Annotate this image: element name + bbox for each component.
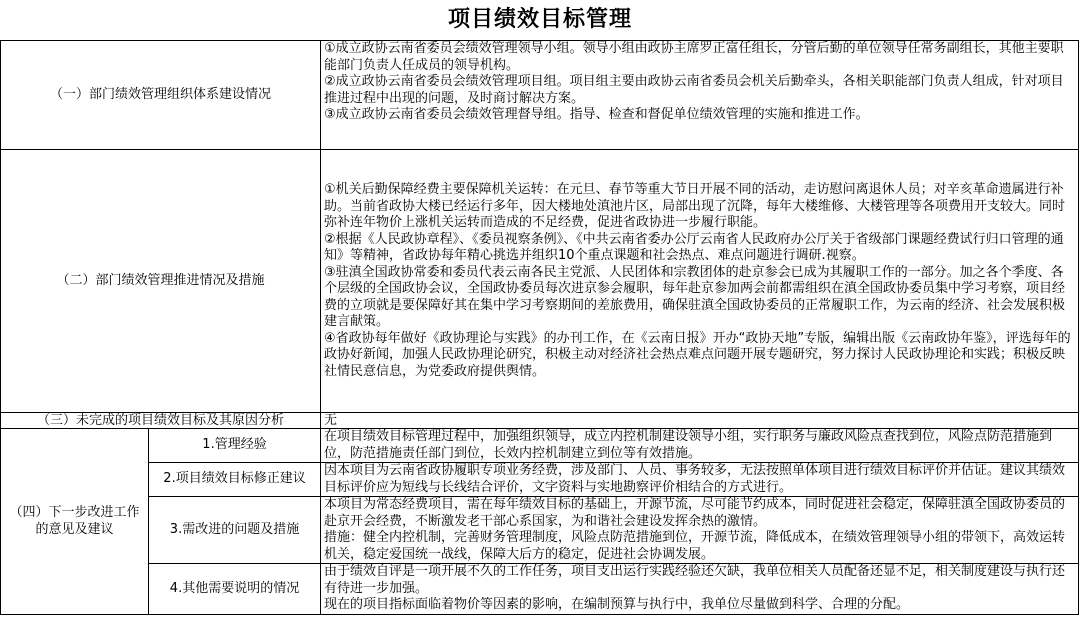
row-content-unfinished: 无 bbox=[321, 413, 1079, 429]
content-line: 在项目绩效目标管理过程中，加强组织领导，成立内控机制建设领导小组，实行职务与廉政风险点查找到位，风险点防范措施到位，防范措施责任部门到位，长效内控机制建立到位等有效措施。 bbox=[324, 429, 1053, 461]
table-row bbox=[1, 41, 1079, 150]
row-label-next-steps: （四）下一步改进工作的意见及建议 bbox=[1, 429, 149, 615]
row-content-org-system bbox=[321, 41, 1079, 150]
table-row bbox=[1, 429, 1079, 463]
content-line: 本项目为常态经费项目，需在每年绩效目标的基础上，开源节流，尽可能节约成本，同时促进社会稳定，保障驻滇全国政协委员的赴京开会经费，不断激发老干部心系国家，为和谐社会建设发挥余热的激情。 bbox=[324, 497, 1066, 529]
content-line: 由于绩效自评是一项开展不久的工作任务，项目支出运行实践经验还欠缺，我单位相关人员配备还显不足，相关制度建设与执行还有待进一步加强。 bbox=[324, 564, 1066, 596]
content-line: 现在的项目指标面临着物价等因素的影响，在编制预算与执行中，我单位尽量做到科学、合理的分配。 bbox=[324, 597, 910, 613]
row-label-progress: （二）部门绩效管理推进情况及措施 bbox=[1, 150, 321, 413]
table-row bbox=[1, 497, 1079, 564]
page-title: 项目绩效目标管理 bbox=[447, 7, 632, 32]
sub-content-issues bbox=[321, 497, 1079, 564]
content-line: 措施：健全内控机制，完善财务管理制度，风险点防范措施到位，开源节流，降低成本，在绩效管理领导小组的带领下，高效运转机关，稳定爱国统一战线，保障大后方的稳定，促进社会协调发展。 bbox=[324, 530, 1066, 562]
sub-label-issues: 3.需改进的问题及措施 bbox=[149, 497, 321, 564]
performance-table bbox=[0, 40, 1079, 615]
row-content-progress bbox=[321, 150, 1079, 413]
table-row bbox=[1, 463, 1079, 497]
sub-label-experience: 1.管理经验 bbox=[149, 429, 321, 463]
content-line: ③驻滇全国政协常委和委员代表云南各民主党派、人民团体和宗教团体的赴京参会已成为其履职工作的一部分。加之各个季度、各个层级的全国政协会议，全国政协委员每次进京参会履职，每年赴京参加两会前都需组织在滇全国政协委员集中学习考察，项目经费的立项就是要保障好其在集中学习考察期间的差旅费用，确保驻滇全国政协委员的正常履职工作，为云南的经济、社会发展积极建言献策。 bbox=[324, 264, 1066, 329]
sub-label-other: 4.其他需要说明的情况 bbox=[149, 564, 321, 615]
table-row bbox=[1, 564, 1079, 615]
row-label-unfinished: （三）未完成的项目绩效目标及其原因分析 bbox=[1, 413, 321, 429]
content-line: ③成立政协云南省委员会绩效管理督导组。指导、检查和督促单位绩效管理的实施和推进工作。 bbox=[324, 107, 869, 122]
row-label-org-system: （一）部门绩效管理组织体系建设情况 bbox=[1, 41, 321, 150]
content-line: ①成立政协云南省委员会绩效管理领导小组。领导小组由政协主席罗正富任组长，分管后勤的单位领导任常务副组长，其他主要职能部门负责人任成员的领导机构。 bbox=[324, 41, 1064, 73]
sub-content-other bbox=[321, 564, 1079, 615]
content-line: ②根据《人民政协章程》、《委员视察条例》、《中共云南省委办公厅云南省人民政府办公厅关于省级部门课题经费试行归口管理的通知》等精神，省政协每年精心挑选并组织10个重点课题和社会热点、难点问题进行调研.视察。 bbox=[324, 231, 1064, 263]
table-row bbox=[1, 150, 1079, 413]
table-row bbox=[1, 413, 1079, 429]
content-line: 因本项目为云南省政协履职专项业务经费，涉及部门、人员、事务较多，无法按照单体项目进行绩效目标评价并估证。建议其绩效目标评价应为短线与长线结合评价，文字资料与实地勘察评价相结合的方式进行。 bbox=[324, 463, 1066, 495]
content-line: ②成立政协云南省委员会绩效管理项目组。项目组主要由政协云南省委员会机关后勤牵头，各相关职能部门负责人组成，针对项目推进过程中出现的问题，及时商讨解决方案。 bbox=[324, 74, 1064, 106]
sub-label-revision: 2.项目绩效目标修正建议 bbox=[149, 463, 321, 497]
content-line: ④省政协每年做好《政协理论与实践》的办刊工作，在《云南日报》开办“政协天地”专版，编辑出版《云南政协年鉴》，评选每年的政协好新闻，加强人民政协理论研究，积极主动对经济社会热点难点问题开展专题研究，努力探讨人民政协理论和实践；积极反映社情民意信息，为党委政府提供舆情。 bbox=[324, 330, 1071, 379]
sub-content-revision bbox=[321, 463, 1079, 497]
content-line: ①机关后勤保障经费主要保障机关运转：在元旦、春节等重大节日开展不同的活动，走访慰问离退休人员；对辛亥革命遗属进行补助。当前省政协大楼已经运行多年，因大楼地处滇池片区，局部出现了沉降，每年大楼维修、大楼管理等各项费用开支较大。同时弥补连年物价上涨机关运转而造成的不足经费，促进省政协进一步履行职能。 bbox=[324, 182, 1066, 230]
sub-content-experience bbox=[321, 429, 1079, 463]
